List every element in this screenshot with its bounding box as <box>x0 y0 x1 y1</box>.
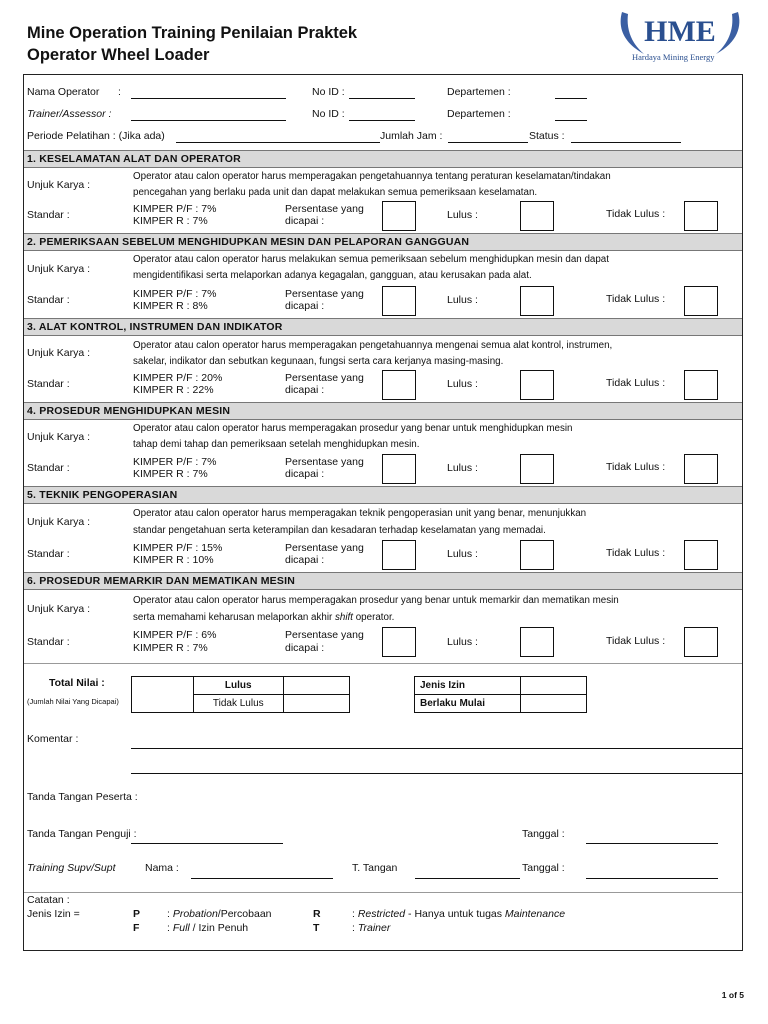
label-no-id-trainer: No ID : <box>312 108 345 120</box>
kimper-r: KIMPER R : 22% <box>133 384 214 396</box>
unjuk-karya-label: Unjuk Karya : <box>27 347 91 359</box>
departemen-field[interactable] <box>555 98 587 99</box>
section-5-desc-2: standar pengetahuan serta keterampilan dan kesadaran terhadap keselamatan yang memadai. <box>133 525 546 536</box>
persentase-box[interactable] <box>382 286 416 316</box>
persentase-label: Persentase yang <box>285 372 364 384</box>
tidak-lulus-label: Tidak Lulus : <box>606 293 666 305</box>
section-1-header: 1. KESELAMATAN ALAT DAN OPERATOR <box>24 150 742 168</box>
label-periode: Periode Pelatihan : (Jika ada) <box>27 130 165 142</box>
code-r-desc-d: Maintenance <box>504 908 566 920</box>
persentase-box[interactable] <box>382 540 416 570</box>
tidak-lulus-label: Tidak Lulus : <box>606 635 666 647</box>
tidak-lulus-label: Tidak Lulus : <box>606 208 666 220</box>
total-nilai-label: Total Nilai : <box>49 677 105 689</box>
code-f: F <box>133 922 140 934</box>
code-r-desc <box>352 908 565 920</box>
unjuk-karya-label: Unjuk Karya : <box>27 179 91 191</box>
lulus-label: Lulus : <box>447 378 478 390</box>
ttd-penguji-label: Tanda Tangan Penguji : <box>27 828 137 840</box>
standar-label: Standar : <box>27 636 70 648</box>
persentase-label: Persentase yang <box>285 629 364 641</box>
lulus-box[interactable] <box>520 627 554 657</box>
code-f-desc-a: : <box>167 922 173 934</box>
tanggal-label: Tanggal : <box>522 828 565 840</box>
persentase-label: Persentase yang <box>285 288 364 300</box>
trainer-field[interactable] <box>131 120 286 121</box>
tidak-lulus-box[interactable] <box>684 627 718 657</box>
lulus-box[interactable] <box>520 370 554 400</box>
persentase-box[interactable] <box>382 370 416 400</box>
t-tangan-label: T. Tangan <box>352 862 398 874</box>
berlaku-mulai-value[interactable] <box>520 695 587 713</box>
tidak-lulus-box[interactable] <box>684 370 718 400</box>
page-number: 1 of 5 <box>721 990 744 1000</box>
standar-label: Standar : <box>27 462 70 474</box>
tidak-lulus-box[interactable] <box>684 286 718 316</box>
lulus-cell: Lulus <box>194 677 284 695</box>
nama-operator-field[interactable] <box>131 98 286 99</box>
lulus-box[interactable] <box>520 454 554 484</box>
tidak-lulus-label: Tidak Lulus : <box>606 377 666 389</box>
persentase-label-2: dicapai : <box>285 554 325 566</box>
section-1-desc-2: pencegahan yang berlaku pada unit dan dapat melakukan semua pemeriksaan keselamatan. <box>133 187 538 198</box>
persentase-label: Persentase yang <box>285 203 364 215</box>
code-p-desc-a: : <box>167 908 173 920</box>
tidak-lulus-label: Tidak Lulus : <box>606 461 666 473</box>
lulus-label: Lulus : <box>447 548 478 560</box>
kimper-r: KIMPER R : 7% <box>133 642 208 654</box>
code-p-desc-c: /Percobaan <box>217 908 272 920</box>
section-5-header: 5. TEKNIK PENGOPERASIAN <box>24 486 742 504</box>
code-f-desc-c: / Izin Penuh <box>189 922 249 934</box>
no-id-field[interactable] <box>349 98 415 99</box>
training-supv-label: Training Supv/Supt <box>27 862 116 874</box>
label-departemen-trainer: Departemen : <box>447 108 511 120</box>
label-nama-operator: Nama Operator <box>27 86 100 98</box>
colon: : <box>118 86 121 98</box>
nama-line[interactable] <box>191 878 333 879</box>
kimper-r: KIMPER R : 7% <box>133 468 208 480</box>
code-t: T <box>313 922 320 934</box>
komentar-label: Komentar : <box>27 733 79 745</box>
lulus-label: Lulus : <box>447 294 478 306</box>
jenis-izin-value[interactable] <box>520 677 587 695</box>
kimper-pf: KIMPER P/F : 7% <box>133 288 217 300</box>
code-f-desc-b: Full <box>172 922 190 934</box>
section-3-desc-2: sakelar, indikator dan sebutkan kegunaan, fungsi serta cara kerjanya masing-masing. <box>133 356 504 367</box>
code-t-desc-a: : <box>352 922 358 934</box>
jumlah-jam-field[interactable] <box>448 142 528 143</box>
label-departemen: Departemen : <box>447 86 511 98</box>
standar-label: Standar : <box>27 548 70 560</box>
persentase-box[interactable] <box>382 201 416 231</box>
tidak-lulus-check[interactable] <box>283 695 350 713</box>
no-id-trainer-field[interactable] <box>349 120 415 121</box>
logo-subtext: Hardaya Mining Energy <box>632 52 715 62</box>
lulus-box[interactable] <box>520 286 554 316</box>
tidak-lulus-cell: Tidak Lulus <box>194 695 284 713</box>
hme-logo <box>614 8 746 66</box>
label-trainer: Trainer/Assessor : <box>27 108 112 120</box>
section-2-desc-2: mengidentifikasi serta melaporkan adanya kegagalan, gangguan, atau kerusakan pada alat. <box>133 270 532 281</box>
section-4-header: 4. PROSEDUR MENGHIDUPKAN MESIN <box>24 402 742 420</box>
code-p-desc <box>167 908 272 920</box>
lulus-label: Lulus : <box>447 636 478 648</box>
section-6-desc-2c: operator. <box>353 612 395 623</box>
code-f-desc <box>167 922 248 934</box>
section-6-desc-2b: shift <box>335 612 353 623</box>
tanggal-supv-line[interactable] <box>586 878 718 879</box>
jenis-izin-cell: Jenis Izin <box>415 677 521 695</box>
kimper-pf: KIMPER P/F : 20% <box>133 372 223 384</box>
label-status: Status : <box>529 130 565 142</box>
section-6-header: 6. PROSEDUR MEMARKIR DAN MEMATIKAN MESIN <box>24 572 742 590</box>
persentase-label-2: dicapai : <box>285 468 325 480</box>
section-5-desc: Operator atau calon operator harus memperagakan teknik pengoperasian unit yang benar, menunjukkan <box>133 508 587 519</box>
persentase-label: Persentase yang <box>285 542 364 554</box>
code-p-desc-b: Probation <box>172 908 218 920</box>
section-6-desc-2 <box>133 610 394 627</box>
standar-label: Standar : <box>27 209 70 221</box>
code-r-desc-a: : <box>352 908 358 920</box>
total-nilai-sub: (Jumlah Nilai Yang Dicapai) <box>27 697 119 706</box>
berlaku-mulai-cell: Berlaku Mulai <box>415 695 521 713</box>
tanggal-supv-label: Tanggal : <box>522 862 565 874</box>
unjuk-karya-label: Unjuk Karya : <box>27 263 91 275</box>
section-2-desc: Operator atau calon operator harus melakukan semua pemeriksaan sebelum menghidupkan mesin dan dapat <box>133 254 609 265</box>
tidak-lulus-box[interactable] <box>684 454 718 484</box>
logo-text: HME <box>644 15 716 48</box>
unjuk-karya-label: Unjuk Karya : <box>27 431 91 443</box>
lulus-label: Lulus : <box>447 209 478 221</box>
periode-field[interactable] <box>176 142 380 143</box>
nama-label: Nama : <box>145 862 179 874</box>
section-3-desc: Operator atau calon operator harus memperagakan pengetahuannya mengenai semua alat kontrol, instrumen, <box>133 340 613 351</box>
kimper-pf: KIMPER P/F : 7% <box>133 203 217 215</box>
form-subtitle: Operator Wheel Loader <box>27 46 210 64</box>
catatan-label: Catatan : <box>27 894 70 906</box>
lulus-box[interactable] <box>520 540 554 570</box>
komentar-line-2[interactable] <box>131 773 743 774</box>
lulus-check[interactable] <box>283 677 350 695</box>
kimper-pf: KIMPER P/F : 15% <box>133 542 223 554</box>
section-6-desc: Operator atau calon operator harus memperagakan prosedur yang benar untuk memarkir dan mematikan mesin <box>133 595 619 606</box>
section-3-header: 3. ALAT KONTROL, INSTRUMEN DAN INDIKATOR <box>24 318 742 336</box>
status-field[interactable] <box>571 142 681 143</box>
kimper-r: KIMPER R : 8% <box>133 300 208 312</box>
tanggal-line[interactable] <box>586 843 718 844</box>
section-6-desc-2a: serta memahami keharusan melaporkan akhir <box>133 612 336 623</box>
jenis-izin-label: Jenis Izin = <box>27 908 80 920</box>
label-jumlah-jam: Jumlah Jam : <box>380 130 443 142</box>
ttd-penguji-line[interactable] <box>131 843 283 844</box>
section-1-desc: Operator atau calon operator harus memperagakan pengetahuannya tentang peraturan keselamatan/tindakan <box>133 171 611 182</box>
total-nilai-box[interactable] <box>131 676 194 713</box>
divider <box>24 892 742 893</box>
tidak-lulus-label: Tidak Lulus : <box>606 547 666 559</box>
persentase-label-2: dicapai : <box>285 300 325 312</box>
persentase-box[interactable] <box>382 454 416 484</box>
persentase-box[interactable] <box>382 627 416 657</box>
section-2-header: 2. PEMERIKSAAN SEBELUM MENGHIDUPKAN MESIN DAN PELAPORAN GANGGUAN <box>24 233 742 251</box>
code-r-desc-b: Restricted <box>357 908 406 920</box>
ttd-peserta-label: Tanda Tangan Peserta : <box>27 791 138 803</box>
lulus-table <box>193 676 350 713</box>
komentar-line-1[interactable] <box>131 748 743 749</box>
kimper-pf: KIMPER P/F : 7% <box>133 456 217 468</box>
code-r-desc-c: - Hanya untuk tugas <box>405 908 505 920</box>
izin-table <box>414 676 587 713</box>
section-4-desc-2: tahap demi tahap dan pemeriksaan setelah menghidupkan mesin. <box>133 439 420 450</box>
persentase-label-2: dicapai : <box>285 642 325 654</box>
code-r: R <box>313 908 321 920</box>
kimper-r: KIMPER R : 10% <box>133 554 214 566</box>
lulus-box[interactable] <box>520 201 554 231</box>
form-title: Mine Operation Training Penilaian Praktek <box>27 24 358 42</box>
kimper-pf: KIMPER P/F : 6% <box>133 629 217 641</box>
tidak-lulus-box[interactable] <box>684 540 718 570</box>
section-4-desc: Operator atau calon operator harus memperagakan prosedur yang benar untuk menghidupkan mesin <box>133 423 573 434</box>
lulus-label: Lulus : <box>447 462 478 474</box>
kimper-r: KIMPER R : 7% <box>133 215 208 227</box>
standar-label: Standar : <box>27 294 70 306</box>
divider <box>24 663 742 664</box>
t-tangan-line[interactable] <box>415 878 520 879</box>
persentase-label: Persentase yang <box>285 456 364 468</box>
label-no-id: No ID : <box>312 86 345 98</box>
code-t-desc-b: Trainer <box>357 922 391 934</box>
code-t-desc <box>352 922 390 934</box>
unjuk-karya-label: Unjuk Karya : <box>27 516 91 528</box>
departemen-trainer-field[interactable] <box>555 120 587 121</box>
tidak-lulus-box[interactable] <box>684 201 718 231</box>
code-p: P <box>133 908 141 920</box>
unjuk-karya-label: Unjuk Karya : <box>27 603 91 615</box>
persentase-label-2: dicapai : <box>285 384 325 396</box>
persentase-label-2: dicapai : <box>285 215 325 227</box>
standar-label: Standar : <box>27 378 70 390</box>
